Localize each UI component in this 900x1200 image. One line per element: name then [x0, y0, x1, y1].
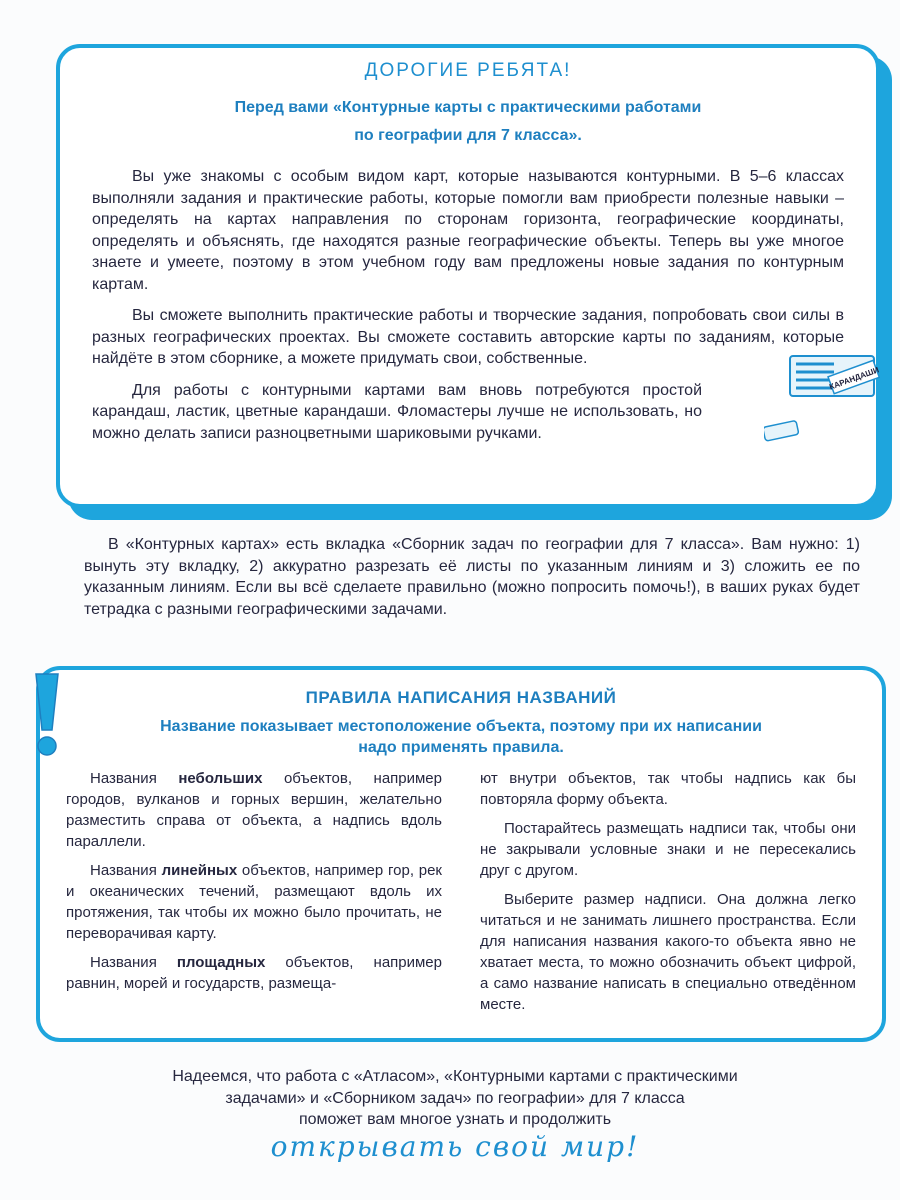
rules-column-left [66, 768, 442, 1023]
rule-text: Названия [90, 770, 179, 787]
pencil-box-label: КАРАНДАШИ [828, 365, 880, 392]
rules-subtitle-line2: надо применять правила. [358, 739, 564, 756]
rule-text: Названия [90, 862, 162, 879]
rule-keyword: небольших [178, 770, 263, 787]
intro-paragraph-1: Вы уже знакомы с особым видом карт, которые называются контурными. В 5–6 классах выполняли задания и практические работы, которые помогли вам приобрести полезные навыки – определять на картах направления по сторонам горизонта, географические координаты, определять и объяснять, где находятся разные географические объекты. Теперь вы уже многое знаете и умеете, поэтому в этом учебном году вам предложены новые задания по контурным картам. [92, 168, 844, 293]
pencil-box-icon [764, 350, 880, 450]
rule-area-objects [66, 952, 442, 994]
rule-keyword: площадных [176, 954, 266, 971]
intro-heading: ДОРОГИЕ РЕБЯТА! [364, 60, 572, 81]
closing-line2: задачами» и «Сборником задач» по географии» для 7 класса [225, 1089, 685, 1107]
intro-paragraph-2: Вы сможете выполнить практические работы и творческие задания, попробовать свои силы в разных географических проектах. Вы сможете составить авторские карты по заданиям, которые найдёте в этом сборнике, а можете придумать свои, собственные. [92, 307, 844, 367]
rules-subtitle [66, 716, 856, 758]
eraser-icon [764, 420, 799, 441]
intro-card [56, 44, 880, 508]
exclamation-icon [22, 670, 72, 760]
closing-line1: Надеемся, что работа с «Атласом», «Контурными картами с практическими [172, 1068, 738, 1085]
rules-title: ПРАВИЛА НАПИСАНИЯ НАЗВАНИЙ [305, 688, 617, 707]
rule-linear-objects [66, 860, 442, 944]
rule-text: Названия [90, 954, 177, 971]
intro-paragraph-3: Для работы с контурными картами вам вновь потребуются простой карандаш, ластик, цветные карандаши. Фломастеры лучше не использовать, но можно делать записи разноцветными шариковыми ручками. [92, 381, 702, 442]
rule-keyword: линейных [161, 862, 238, 879]
rule-label-size: Выберите размер надписи. Она должна легко читаться и не занимать лишнего пространства. Если для написания названия какого-то объекта явно не хватает места, то можно обозначить объект цифрой, а само название написать в специально отведённом месте. [480, 891, 856, 1013]
rule-area-objects-cont: ют внутри объектов, так чтобы надпись как бы повторяла форму объекта. [480, 770, 856, 808]
intro-subtitle-line2: по географии для 7 класса». [354, 127, 582, 144]
intro-subtitle-line1: Перед вами «Контурные карты с практическими работами [234, 99, 702, 116]
rules-column-right [480, 768, 856, 1023]
rules-subtitle-line1: Название показывает местоположение объекта, поэтому при их написании [160, 718, 762, 735]
closing-line3: поможет вам многое узнать и продолжить [298, 1111, 612, 1128]
rule-no-overlap: Постарайтесь размещать надписи так, чтобы они не закрывали условные знаки и не пересекались друг с другом. [480, 820, 856, 879]
rule-small-objects [66, 768, 442, 852]
closing-text [90, 1066, 820, 1131]
closing-motto: открывать свой мир! [270, 1130, 640, 1163]
rule-text: объектов, например равнин, морей и государств, размеща- [66, 954, 442, 992]
rule-text: объектов, например городов, вулканов и горных вершин, желательно разместить справа от объекта, а надпись вдоль параллели. [66, 770, 442, 850]
rule-text: объектов, например гор, рек и океанических течений, размещают вдоль их протяжения, так чтобы их можно было прочитать, не переворачивая карту. [66, 862, 442, 942]
rules-card [36, 666, 886, 1042]
insert-note: В «Контурных картах» есть вкладка «Сборник задач по географии для 7 класса». Вам нужно: 1) вынуть эту вкладку, 2) аккуратно разрезать её листы по указанным линиям и 3) сложить ее по указанным линиям. Если вы всё сделаете правильно (можно попросить помочь!), в ваших руках будет тетрадка с разными географическими задачами. [84, 536, 860, 618]
